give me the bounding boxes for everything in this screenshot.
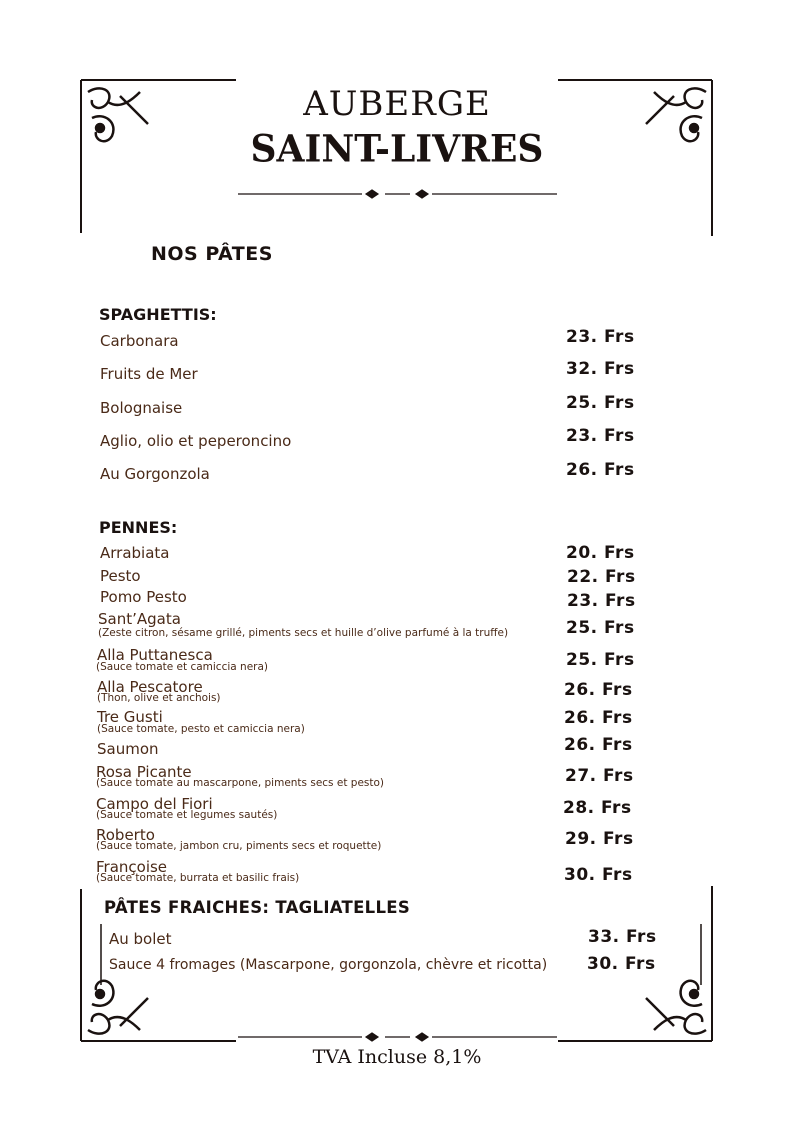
menu-item-name: Aglio, olio et peperoncino [100,432,292,450]
spaghettis-heading: SPAGHETTIS: [99,305,217,324]
menu-item-price: 26. Frs [566,460,635,480]
restaurant-name-line2: SAINT-LIVRES [250,126,544,172]
menu-item-price: 23. Frs [566,327,635,347]
menu-item-description: (Thon, olive et anchois) [97,692,221,704]
menu-item-name: Arrabiata [100,544,170,562]
menu-item-price: 26. Frs [564,735,633,755]
menu-item-description: (Sauce tomate, pesto et camiccia nera) [97,723,305,735]
menu-item-name: Sauce 4 fromages (Mascarpone, gorgonzola, chèvre et ricotta) [109,957,548,973]
menu-item-name: Françoise [96,858,168,876]
menu-item-price: 23. Frs [567,591,636,611]
menu-item-name: Roberto [96,826,155,844]
divider-ornament-icon [238,190,557,198]
menu-item-name: Au Gorgonzola [100,465,210,483]
menu-item-name: Sant’Agata [98,610,181,628]
menu-item-name: Saumon [97,740,159,758]
menu-item-price: 25. Frs [566,650,635,670]
menu-item-description: (Sauce tomate, jambon cru, piments secs et roquette) [96,840,382,852]
menu-item-name: Pomo Pesto [100,588,187,606]
menu-item-price: 20. Frs [566,543,635,563]
page-title: NOS PÂTES [151,243,273,265]
menu-item-price: 28. Frs [563,798,632,818]
pennes-heading: PENNES: [99,518,178,537]
menu-item-description: (Zeste citron, sésame grillé, piments secs et huille d’olive parfumé à la truffe) [98,627,509,639]
menu-item-description: (Sauce tomate, burrata et basilic frais) [96,872,300,884]
menu-item-name: Rosa Picante [96,763,192,781]
menu-item-description: (Sauce tomate et legumes sautés) [96,809,278,821]
menu-item-name: Pesto [100,567,141,585]
restaurant-name-line1: AUBERGE [303,84,491,124]
menu-item-name: Campo del Fiori [96,795,213,813]
menu-item-description: (Sauce tomate et camiccia nera) [96,661,269,673]
menu-item-price: 25. Frs [566,393,635,413]
menu-item-description: (Sauce tomate au mascarpone, piments secs et pesto) [96,777,385,789]
vat-notice: TVA Incluse 8,1% [312,1046,482,1068]
divider-ornament-icon [238,1033,557,1041]
menu-item-price: 23. Frs [566,426,635,446]
menu-item-price: 33. Frs [588,927,657,947]
menu-item-price: 26. Frs [564,708,633,728]
menu-item-name: Carbonara [100,332,179,350]
menu-item-price: 26. Frs [564,680,633,700]
menu-item-price: 22. Frs [567,567,636,587]
menu-item-price: 29. Frs [565,829,634,849]
menu-item-price: 30. Frs [564,865,633,885]
tagliatelles-heading: PÂTES FRAICHES: TAGLIATELLES [104,898,411,917]
menu-item-name: Au bolet [109,930,172,948]
corner-ornament-icon [88,981,148,1034]
menu-item-price: 32. Frs [566,359,635,379]
menu-item-name: Tre Gusti [97,708,163,726]
corner-ornament-icon [646,981,706,1034]
menu-item-price: 25. Frs [566,618,635,638]
menu-item-name: Bolognaise [100,399,183,417]
menu-item-price: 27. Frs [565,766,634,786]
menu-item-name: Alla Pescatore [97,678,203,696]
menu-item-name: Fruits de Mer [100,365,198,383]
menu-item-price: 30. Frs [587,954,656,974]
menu-item-name: Alla Puttanesca [97,646,213,664]
